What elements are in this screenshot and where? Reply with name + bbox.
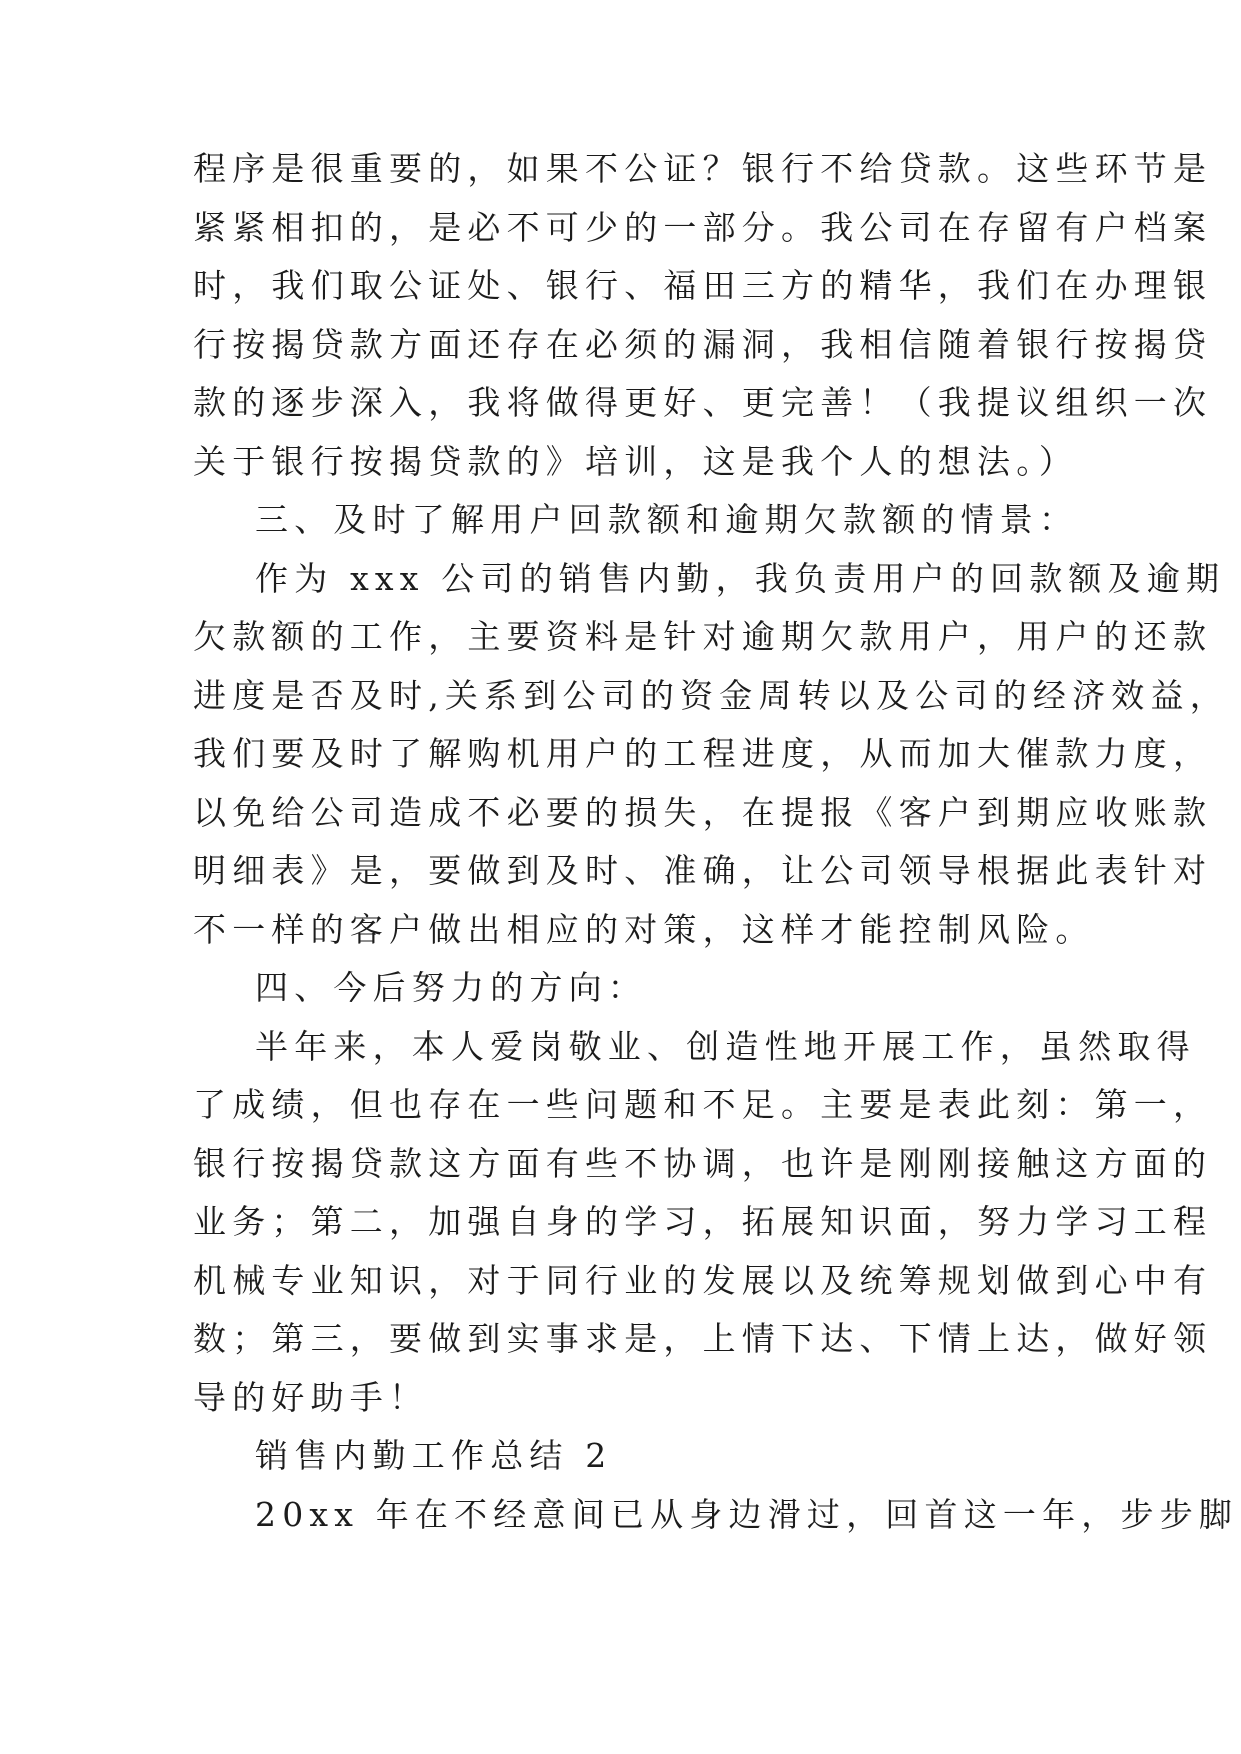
text-line: 我们要及时了解购机用户的工程进度，从而加大催款力度， — [193, 734, 1213, 773]
text-line: 欠款额的工作，主要资料是针对逾期欠款用户，用户的还款 — [193, 617, 1213, 656]
text-line: 业务；第二，加强自身的学习，拓展知识面，努力学习工程 — [193, 1202, 1213, 1241]
text-line: 四、今后努力的方向： — [255, 968, 647, 1007]
text-line: 不一样的客户做出相应的对策，这样才能控制风险。 — [193, 909, 1095, 949]
text-line: 明细表》是，要做到及时、准确，让公司领导根据此表针对 — [193, 851, 1213, 890]
text-line: 以免给公司造成不必要的损失，在提报《客户到期应收账款 — [193, 792, 1213, 832]
text-line: 时，我们取公证处、银行、福田三方的精华，我们在办理银 — [193, 266, 1213, 305]
text-line: 20xx 年在不经意间已从身边滑过，回首这一年，步步脚 — [255, 1494, 1239, 1534]
text-line: 了成绩，但也存在一些问题和不足。主要是表此刻：第一， — [193, 1085, 1213, 1124]
text-line: 程序是很重要的，如果不公证？银行不给贷款。这些环节是 — [193, 149, 1213, 188]
text-line: 银行按揭贷款这方面有些不协调，也许是刚刚接触这方面的 — [193, 1143, 1213, 1183]
text-line: 进度是否及时,关系到公司的资金周转以及公司的经济效益， — [193, 675, 1229, 715]
text-line: 导的好助手！ — [193, 1377, 429, 1417]
document-page — [193, 140, 1239, 1544]
text-line: 款的逐步深入，我将做得更好、更完善！（我提议组织一次 — [193, 383, 1213, 422]
text-line: 作为 xxx 公司的销售内勤，我负责用户的回款额及逾期 — [255, 558, 1226, 598]
text-line: 三、及时了解用户回款额和逾期欠款额的情景： — [255, 500, 1079, 539]
text-line: 关于银行按揭贷款的》培训，这是我个人的想法。） — [193, 441, 1079, 481]
text-line: 机械专业知识，对于同行业的发展以及统筹规划做到心中有 — [193, 1260, 1213, 1300]
text-line: 紧紧相扣的，是必不可少的一部分。我公司在存留有户档案 — [193, 207, 1213, 247]
text-line: 行按揭贷款方面还存在必须的漏洞，我相信随着银行按揭贷 — [193, 324, 1213, 364]
text-line: 数；第三，要做到实事求是，上情下达、下情上达，做好领 — [193, 1319, 1213, 1358]
text-line: 半年来，本人爱岗敬业、创造性地开展工作，虽然取得 — [255, 1026, 1196, 1066]
text-line: 销售内勤工作总结 2 — [255, 1436, 613, 1475]
